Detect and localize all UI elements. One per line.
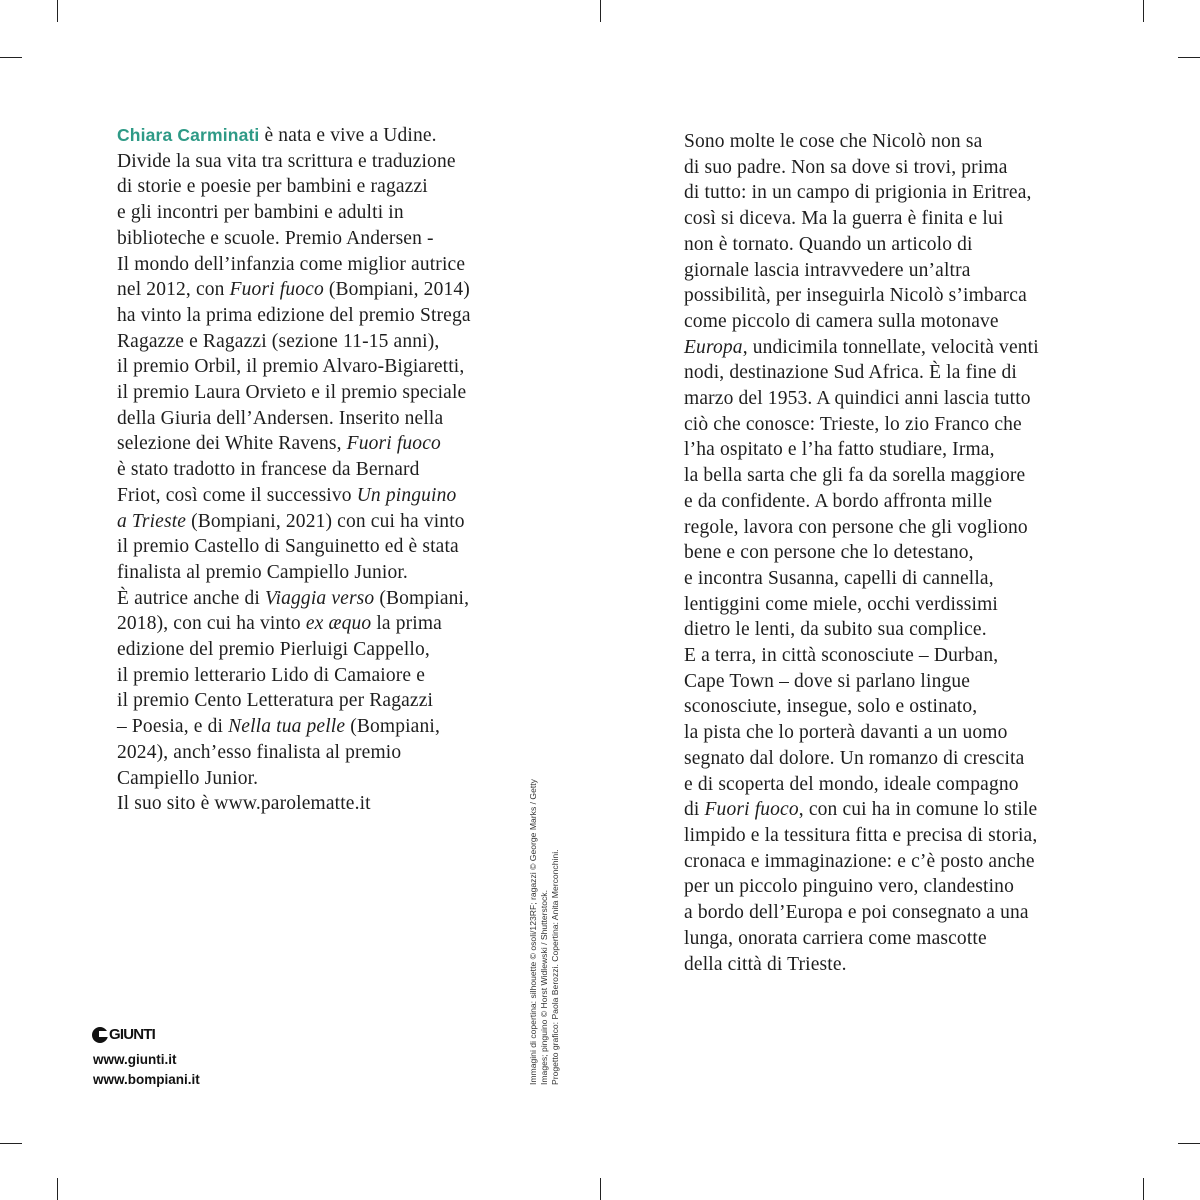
text-segment: selezione dei White Ravens, [117, 433, 347, 455]
text-line [117, 354, 471, 380]
text-segment: a bordo dell’Europa e poi consegnato a una [684, 902, 1029, 924]
credit-line: Progetto grafico: Paola Berozzi. Copertina: Anita Merconchini. [550, 849, 560, 1085]
text-line [684, 232, 1039, 258]
text-line [684, 694, 1039, 720]
crop-mark [57, 0, 58, 22]
text-segment: la bella sarta che gli fa da sorella maggiore [684, 465, 1026, 487]
crop-mark [0, 1143, 22, 1144]
text-segment: Cape Town – dove si parlano lingue [684, 670, 971, 692]
text-line [117, 149, 471, 175]
italic-title: Viaggia verso [264, 587, 375, 609]
text-segment: e gli incontri per bambini e adulti in [117, 202, 404, 224]
text-line [684, 258, 1039, 284]
text-line [117, 560, 471, 586]
text-segment: della città di Trieste. [684, 953, 847, 975]
text-line [117, 200, 471, 226]
text-line [684, 900, 1039, 926]
text-line [684, 489, 1039, 515]
text-line [684, 643, 1039, 669]
crop-mark [600, 0, 601, 22]
text-segment: di storie e poesie per bambini e ragazzi [117, 176, 428, 198]
text-segment: di [684, 799, 705, 821]
text-segment: Il suo sito è www.parolematte.it [117, 793, 371, 815]
text-segment: cronaca e immaginazione: e c’è posto anche [684, 850, 1035, 872]
text-line [684, 952, 1039, 978]
text-line [684, 797, 1039, 823]
crop-mark [1178, 57, 1200, 58]
text-line [684, 283, 1039, 309]
cover-credits [528, 775, 561, 1085]
text-segment: bene e con persone che lo detestano, [684, 542, 974, 564]
text-segment: , con cui ha in comune lo stile [798, 799, 1038, 821]
text-line [684, 540, 1039, 566]
crop-mark [57, 1178, 58, 1200]
text-line [684, 849, 1039, 875]
text-segment: Il mondo dell’infanzia come miglior autrice [117, 253, 466, 275]
text-segment: Friot, così come il successivo [117, 484, 357, 506]
text-segment: Campiello Junior. [117, 767, 259, 789]
italic-title: Nella tua pelle [228, 716, 346, 738]
logo-text: GIUNTI [109, 1026, 156, 1043]
text-line [684, 180, 1039, 206]
text-line [684, 772, 1039, 798]
text-line [684, 669, 1039, 695]
crop-mark [0, 57, 22, 58]
text-segment: regole, lavora con persone che gli vogliono [684, 516, 1028, 538]
text-line [684, 412, 1039, 438]
text-line [117, 431, 471, 457]
text-segment: Sono molte le cose che Nicolò non sa [684, 131, 983, 152]
text-segment: , undicimila tonnellate, velocità venti [742, 336, 1039, 358]
text-segment: e da confidente. A bordo affronta mille [684, 490, 993, 512]
text-segment: possibilità, per inseguirla Nicolò s’imbarca [684, 285, 1027, 307]
text-segment: 2018), con cui ha vinto [117, 613, 306, 635]
text-line [684, 386, 1039, 412]
italic-title: a Trieste [117, 510, 187, 532]
text-line [117, 714, 471, 740]
text-segment: E a terra, in città sconosciute – Durban, [684, 645, 999, 667]
text-segment: il premio letterario Lido di Camaiore e [117, 664, 425, 686]
crop-mark [1143, 0, 1144, 22]
author-name: Chiara Carminati [117, 125, 260, 145]
text-segment: È autrice anche di [117, 587, 265, 609]
crop-mark [1143, 1178, 1144, 1200]
text-segment: edizione del premio Pierluigi Cappello, [117, 639, 430, 661]
text-segment: di tutto: in un campo di prigionia in Eritrea, [684, 182, 1032, 204]
website-link[interactable]: www.giunti.it [93, 1052, 177, 1067]
text-line [684, 335, 1039, 361]
credit-line: Images; pinguino © Horst Widlewski / Shutterstock. [539, 890, 549, 1085]
text-line [117, 586, 471, 612]
text-line [117, 380, 471, 406]
text-line [684, 206, 1039, 232]
text-segment: (Bompiani, 2014) [323, 279, 470, 301]
text-segment: il premio Castello di Sanguinetto ed è stata [117, 536, 459, 558]
italic-title: ex æquo [305, 613, 372, 635]
text-segment: non è tornato. Quando un articolo di [684, 233, 973, 255]
text-line [117, 663, 471, 689]
text-segment: così si diceva. Ma la guerra è finita e lui [684, 208, 1004, 230]
text-segment: – Poesia, e di [117, 716, 229, 738]
text-line [684, 926, 1039, 952]
italic-title: Fuori fuoco [704, 799, 799, 821]
text-segment: nel 2012, con [117, 279, 230, 301]
text-line [117, 740, 471, 766]
text-line [117, 174, 471, 200]
text-segment: lentiggini come miele, occhi verdissimi [684, 593, 998, 615]
text-segment: segnato dal dolore. Un romanzo di crescita [684, 747, 1025, 769]
text-segment: (Bompiani, 2021) con cui ha vinto [186, 510, 465, 532]
text-line [684, 823, 1039, 849]
text-line [117, 483, 471, 509]
crop-mark [600, 1178, 601, 1200]
text-segment: Divide la sua vita tra scrittura e traduzione [117, 150, 456, 172]
text-segment: marzo del 1953. A quindici anni lascia tutto [684, 388, 1031, 410]
text-segment: ha vinto la prima edizione del premio Strega [117, 304, 471, 326]
text-line [684, 515, 1039, 541]
text-segment: la prima [371, 613, 442, 635]
text-line [684, 592, 1039, 618]
text-segment: è stato tradotto in francese da Bernard [117, 459, 420, 481]
text-segment: 2024), anch’esso finalista al premio [117, 741, 402, 763]
author-bio [117, 123, 471, 817]
text-segment: come piccolo di camera sulla motonave [684, 310, 999, 332]
text-line [117, 123, 471, 149]
text-line [117, 637, 471, 663]
text-line [684, 463, 1039, 489]
italic-title: Fuori fuoco [229, 279, 324, 301]
text-line [117, 303, 471, 329]
italic-title: Un pinguino [356, 484, 457, 506]
giunti-logo-icon [92, 1027, 108, 1043]
text-line [684, 566, 1039, 592]
text-line [117, 457, 471, 483]
text-line [117, 791, 471, 817]
text-segment: nodi, destinazione Sud Africa. È la fine di [684, 362, 1017, 384]
text-line [684, 155, 1039, 181]
text-segment: il premio Cento Letteratura per Ragazzi [117, 690, 434, 712]
italic-title: Fuori fuoco [346, 433, 441, 455]
text-segment: dietro le lenti, da subito sua complice. [684, 619, 987, 641]
text-line [684, 360, 1039, 386]
italic-title: Europa [684, 336, 743, 358]
text-line [117, 611, 471, 637]
text-segment: ciò che conosce: Trieste, lo zio Franco che [684, 413, 1022, 435]
crop-mark [1178, 1143, 1200, 1144]
text-segment: (Bompiani, [374, 587, 470, 609]
text-segment: l’ha ospitato e l’ha fatto studiare, Irma, [684, 439, 995, 461]
text-line [684, 874, 1039, 900]
text-segment: finalista al premio Campiello Junior. [117, 561, 408, 583]
text-line [117, 766, 471, 792]
text-line [117, 406, 471, 432]
text-segment: e di scoperta del mondo, ideale compagno [684, 773, 1019, 795]
publisher-logo [92, 1026, 155, 1043]
text-line [117, 688, 471, 714]
text-line [684, 746, 1039, 772]
text-segment: biblioteche e scuole. Premio Andersen - [117, 227, 434, 249]
text-segment: giornale lascia intravvedere un’altra [684, 259, 971, 281]
text-segment: per un piccolo pinguino vero, clandestino [684, 876, 1014, 898]
credit-line: Immagini di copertina: silhouette © osoli/123RF; ragazzi © George Marks / Getty [528, 779, 538, 1085]
text-line [684, 129, 1039, 155]
website-link[interactable]: www.bompiani.it [93, 1072, 200, 1087]
text-segment: e incontra Susanna, capelli di cannella, [684, 567, 994, 589]
text-line [117, 329, 471, 355]
text-segment: della Giuria dell’Andersen. Inserito nella [117, 407, 444, 429]
text-line [684, 309, 1039, 335]
text-line [117, 509, 471, 535]
book-blurb [684, 129, 1039, 977]
text-segment: è nata e vive a Udine. [259, 125, 437, 146]
text-line [684, 437, 1039, 463]
text-segment: il premio Orbil, il premio Alvaro-Bigiaretti, [117, 356, 465, 378]
publisher-websites [93, 1050, 200, 1090]
text-line [117, 277, 471, 303]
text-segment: la pista che lo porterà davanti a un uomo [684, 722, 1008, 744]
text-line [117, 226, 471, 252]
text-segment: il premio Laura Orvieto e il premio speciale [117, 382, 467, 404]
text-line [684, 617, 1039, 643]
text-segment: lunga, onorata carriera come mascotte [684, 927, 987, 949]
text-segment: di suo padre. Non sa dove si trovi, prima [684, 156, 1008, 178]
text-segment: (Bompiani, [345, 716, 440, 738]
text-line [684, 720, 1039, 746]
text-segment: limpido e la tessitura fitta e precisa di storia, [684, 824, 1038, 846]
text-line [117, 534, 471, 560]
text-segment: Ragazze e Ragazzi (sezione 11-15 anni), [117, 330, 440, 352]
text-line [117, 252, 471, 278]
text-segment: sconosciute, insegue, solo e ostinato, [684, 696, 978, 718]
